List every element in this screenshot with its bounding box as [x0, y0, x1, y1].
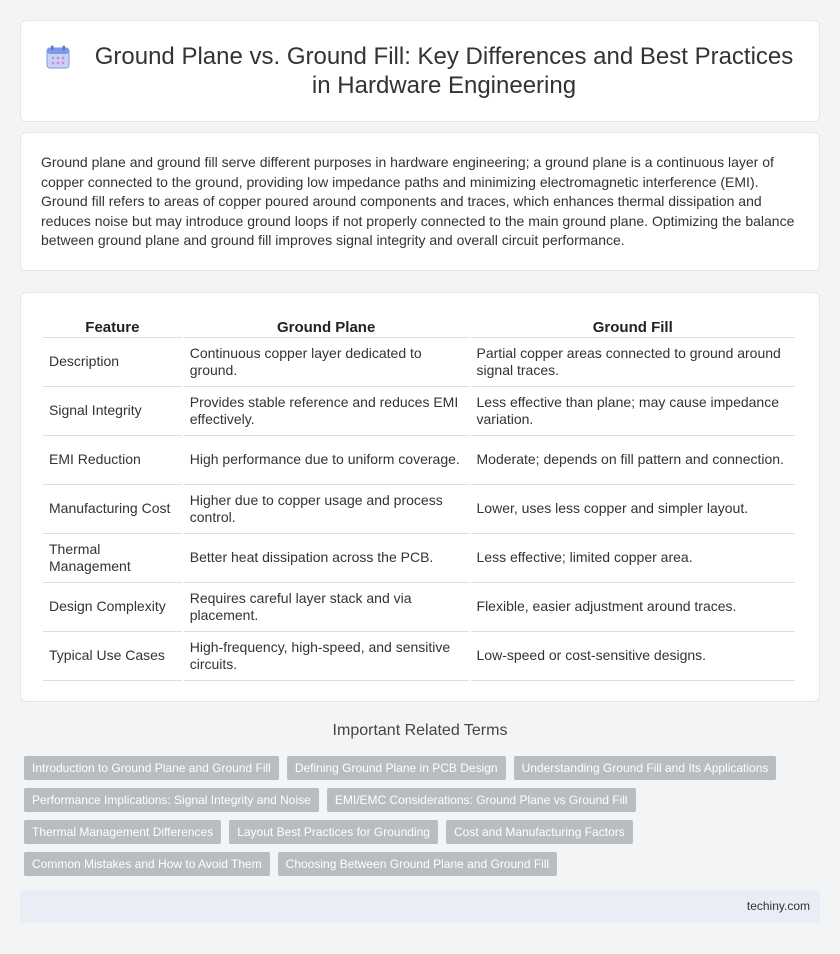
- table-cell-feature: Description: [43, 338, 182, 387]
- column-header-ground-fill: Ground Fill: [471, 311, 795, 338]
- table-cell-ground-plane: Requires careful layer stack and via placement.: [184, 583, 469, 632]
- table-cell-feature: Design Complexity: [43, 583, 182, 632]
- related-term-tag[interactable]: Performance Implications: Signal Integrity and Noise: [24, 788, 319, 812]
- related-term-tag[interactable]: Defining Ground Plane in PCB Design: [287, 756, 506, 780]
- summary-card: [20, 132, 820, 271]
- calendar-icon: [45, 44, 71, 70]
- related-term-tag[interactable]: EMI/EMC Considerations: Ground Plane vs Ground Fill: [327, 788, 636, 812]
- footer-site-link[interactable]: techiny.com: [746, 899, 810, 913]
- comparison-table: [41, 311, 797, 681]
- title-card: [20, 20, 820, 122]
- table-cell-ground-fill: Less effective; limited copper area.: [471, 534, 795, 583]
- table-cell-ground-plane: Provides stable reference and reduces EMI effectively.: [184, 387, 469, 436]
- related-terms-heading: Important Related Terms: [332, 722, 508, 739]
- related-terms-section: [0, 722, 840, 754]
- table-cell-ground-fill: Partial copper areas connected to ground around signal traces.: [471, 338, 795, 387]
- table-cell-feature: EMI Reduction: [43, 436, 182, 485]
- table-cell-feature: Thermal Management: [43, 534, 182, 583]
- table-cell-ground-plane: High performance due to uniform coverage.: [184, 436, 469, 485]
- table-cell-ground-fill: Lower, uses less copper and simpler layout.: [471, 485, 795, 534]
- table-row: [43, 387, 795, 436]
- table-cell-ground-fill: Moderate; depends on fill pattern and connection.: [471, 436, 795, 485]
- column-header-feature: Feature: [43, 311, 182, 338]
- column-header-ground-plane: Ground Plane: [184, 311, 469, 338]
- related-term-tag[interactable]: Layout Best Practices for Grounding: [229, 820, 438, 844]
- footer: [20, 890, 820, 923]
- related-term-tag[interactable]: Introduction to Ground Plane and Ground Fill: [24, 756, 279, 780]
- related-terms-tags: [24, 756, 824, 884]
- table-cell-ground-plane: Continuous copper layer dedicated to ground.: [184, 338, 469, 387]
- table-row: [43, 485, 795, 534]
- page-title: Ground Plane vs. Ground Fill: Key Differences and Best Practices in Hardware Engineering: [94, 43, 794, 99]
- table-row: [43, 436, 795, 485]
- table-cell-ground-fill: Flexible, easier adjustment around traces.: [471, 583, 795, 632]
- table-row: [43, 632, 795, 681]
- tag-row: [24, 852, 824, 876]
- tag-row: [24, 788, 824, 812]
- table-cell-feature: Typical Use Cases: [43, 632, 182, 681]
- table-cell-ground-fill: Less effective than plane; may cause impedance variation.: [471, 387, 795, 436]
- related-term-tag[interactable]: Choosing Between Ground Plane and Ground Fill: [278, 852, 558, 876]
- related-term-tag[interactable]: Common Mistakes and How to Avoid Them: [24, 852, 270, 876]
- table-cell-ground-plane: High-frequency, high-speed, and sensitive circuits.: [184, 632, 469, 681]
- table-cell-feature: Signal Integrity: [43, 387, 182, 436]
- table-header-row: [43, 311, 795, 338]
- table-cell-ground-plane: Better heat dissipation across the PCB.: [184, 534, 469, 583]
- table-row: [43, 534, 795, 583]
- tag-row: [24, 756, 824, 780]
- related-term-tag[interactable]: Thermal Management Differences: [24, 820, 221, 844]
- related-term-tag[interactable]: Cost and Manufacturing Factors: [446, 820, 633, 844]
- summary-text: Ground plane and ground fill serve different purposes in hardware engineering; a ground plane is a continuous layer of copper connected to the ground, providing low impedance paths and minimizing electromagnetic interference (EMI). Ground fill refers to areas of copper poured around components and traces, which enhances thermal dissipation and reduces noise but may introduce ground loops if not properly connected to the main ground plane. Optimizing the balance between ground plane and ground fill improves signal integrity and overall circuit performance.: [41, 154, 795, 249]
- table-cell-ground-fill: Low-speed or cost-sensitive designs.: [471, 632, 795, 681]
- table-row: [43, 583, 795, 632]
- table-row: [43, 338, 795, 387]
- table-cell-feature: Manufacturing Cost: [43, 485, 182, 534]
- table-cell-ground-plane: Higher due to copper usage and process control.: [184, 485, 469, 534]
- related-term-tag[interactable]: Understanding Ground Fill and Its Applications: [514, 756, 777, 780]
- comparison-table-card: [20, 292, 820, 702]
- tag-row: [24, 820, 824, 844]
